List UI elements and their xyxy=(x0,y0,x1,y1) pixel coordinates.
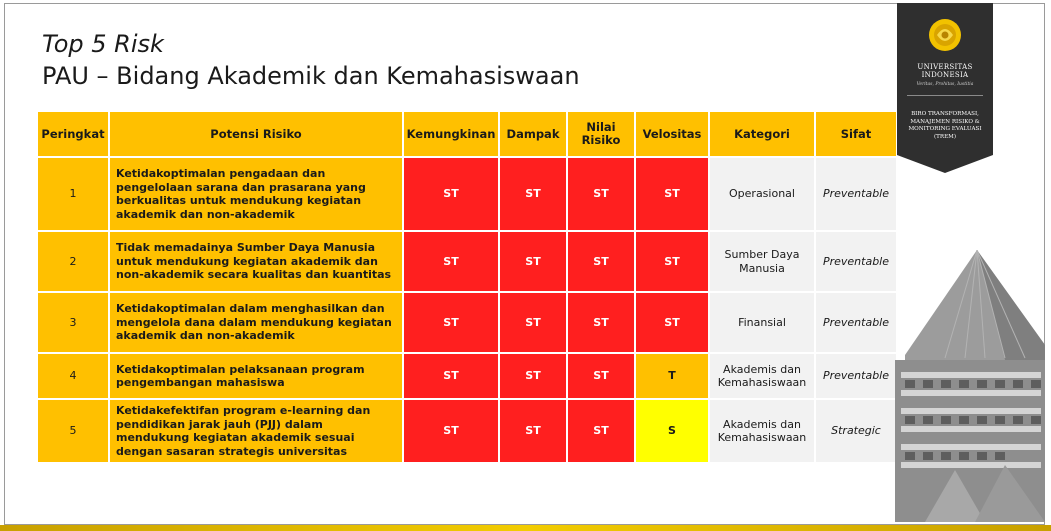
rank-cell: 4 xyxy=(38,354,108,398)
header-nilai-risiko xyxy=(568,112,634,156)
university-tagline: Veritas, Prohitas, Iustitia xyxy=(916,82,974,87)
table-row xyxy=(38,354,896,398)
table-row xyxy=(38,158,896,230)
dampak-cell: ST xyxy=(500,400,566,462)
slide-subtitle: PAU – Bidang Akademik dan Kemahasiswaan xyxy=(42,62,580,90)
kategori-cell xyxy=(710,400,814,462)
header-kemungkinan: Kemungkinan xyxy=(404,112,498,156)
nilai-risiko-cell: ST xyxy=(568,354,634,398)
sifat-cell: Preventable xyxy=(816,354,896,398)
nilai-risiko-cell: ST xyxy=(568,158,634,230)
nilai-risiko-cell: ST xyxy=(568,293,634,352)
university-name xyxy=(897,63,993,79)
kemungkinan-cell: ST xyxy=(404,354,498,398)
university-name-line1: UNIVERSITAS xyxy=(917,63,973,71)
nilai-risiko-cell: ST xyxy=(568,400,634,462)
bottom-accent-bar xyxy=(0,525,1051,531)
rank-cell: 3 xyxy=(38,293,108,352)
kategori-label: Akademis dan Kemahasiswaan xyxy=(717,417,807,444)
kategori-label: Akademis dan Kemahasiswaan xyxy=(717,362,807,389)
slide-title: Top 5 Risk xyxy=(42,30,164,58)
risk-description: Ketidakoptimalan pelaksanaan program pengembangan mahasiswa xyxy=(110,354,402,398)
velositas-cell: ST xyxy=(636,293,708,352)
biro-line3: MONITORING EVALUASI xyxy=(908,126,982,133)
velositas-cell: T xyxy=(636,354,708,398)
table-header-row xyxy=(38,112,896,156)
rank-cell: 2 xyxy=(38,232,108,291)
kemungkinan-cell: ST xyxy=(404,232,498,291)
header-kategori: Kategori xyxy=(710,112,814,156)
header-nilai-risiko-label: Nilai Risiko xyxy=(581,120,621,147)
table-row xyxy=(38,232,896,291)
biro-line1: BIRO TRANSFORMASI, xyxy=(911,111,979,117)
kemungkinan-cell: ST xyxy=(404,400,498,462)
risk-description: Ketidakefektifan program e-learning dan pendidikan jarak jauh (PJJ) dalam mendukung kegiatan akademik sesuai dengan sasaran strategis universitas xyxy=(110,400,402,462)
rank-cell: 5 xyxy=(38,400,108,462)
brand-panel xyxy=(897,3,993,155)
dampak-cell: ST xyxy=(500,232,566,291)
risk-description: Ketidakoptimalan pengadaan dan pengelolaan sarana dan prasarana yang berkualitas untuk mendukung kegiatan akademik dan non-akademik xyxy=(110,158,402,230)
sifat-cell: Preventable xyxy=(816,293,896,352)
sifat-cell: Strategic xyxy=(816,400,896,462)
kategori-cell: Operasional xyxy=(710,158,814,230)
velositas-cell: S xyxy=(636,400,708,462)
rank-cell: 1 xyxy=(38,158,108,230)
panel-divider xyxy=(907,95,983,96)
sifat-cell: Preventable xyxy=(816,158,896,230)
kategori-cell: Finansial xyxy=(710,293,814,352)
biro-line4: (TREM) xyxy=(933,133,957,140)
kategori-label: Sumber Daya Manusia xyxy=(724,248,800,275)
nilai-risiko-cell: ST xyxy=(568,232,634,291)
kategori-cell xyxy=(710,232,814,291)
sifat-cell: Preventable xyxy=(816,232,896,291)
makara-logo-icon xyxy=(927,17,963,53)
header-velositas: Velositas xyxy=(636,112,708,156)
kategori-cell xyxy=(710,354,814,398)
kemungkinan-cell: ST xyxy=(404,293,498,352)
velositas-cell: ST xyxy=(636,232,708,291)
university-name-line2: INDONESIA xyxy=(921,71,969,79)
dampak-cell: ST xyxy=(500,293,566,352)
risk-description: Ketidakoptimalan dalam menghasilkan dan mengelola dana dalam mendukung kegiatan akademik dan non-akademik xyxy=(110,293,402,352)
brand-panel-point xyxy=(897,155,993,173)
dampak-cell: ST xyxy=(500,158,566,230)
kemungkinan-cell: ST xyxy=(404,158,498,230)
dampak-cell: ST xyxy=(500,354,566,398)
header-potensi-risiko: Potensi Risiko xyxy=(110,112,402,156)
biro-line2: MANAJEMEN RISIKO & xyxy=(910,118,980,125)
risk-description: Tidak memadainya Sumber Daya Manusia untuk mendukung kegiatan akademik dan non-akademik secara kualitas dan kuantitas xyxy=(110,232,402,291)
risk-table xyxy=(36,110,898,464)
header-sifat: Sifat xyxy=(816,112,896,156)
table-row xyxy=(38,400,896,462)
table-row xyxy=(38,293,896,352)
biro-name xyxy=(897,111,993,141)
header-dampak: Dampak xyxy=(500,112,566,156)
header-peringkat: Peringkat xyxy=(38,112,108,156)
velositas-cell: ST xyxy=(636,158,708,230)
building-illustration xyxy=(885,250,1045,522)
